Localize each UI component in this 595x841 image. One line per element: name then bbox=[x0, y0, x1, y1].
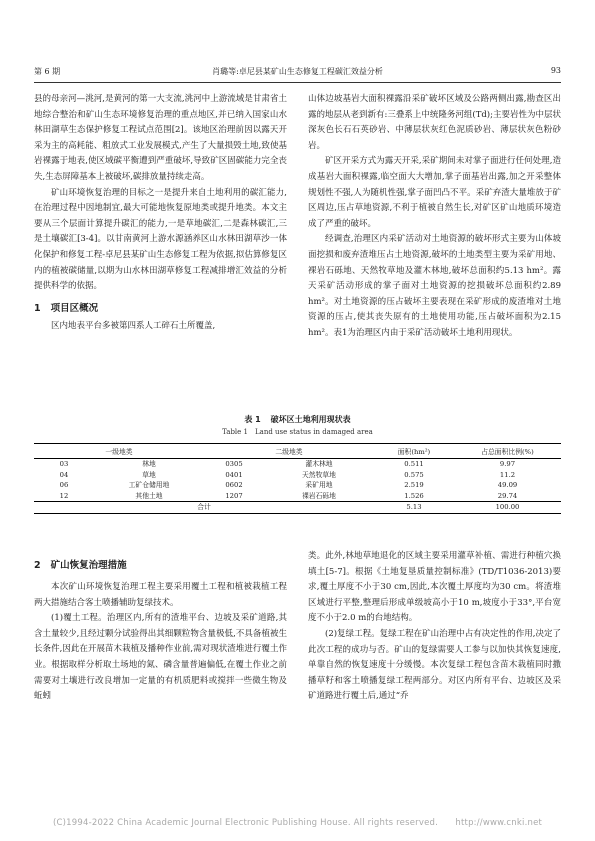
table-cell: 林地 bbox=[142, 460, 156, 468]
table-cell: 天然牧草地 bbox=[302, 470, 336, 479]
left-column-bottom bbox=[34, 556, 287, 705]
running-title: 肖璐等:卓尼县某矿山生态修复工程碳汇效益分析 bbox=[212, 67, 383, 76]
table-cell: 29.74 bbox=[497, 491, 518, 500]
table-cell: 裸岩石砾地 bbox=[302, 491, 336, 500]
table-cell: 49.09 bbox=[497, 481, 518, 490]
body-paragraph: 经调查,治理区内采矿活动对土地资源的破坏形式主要为山体坡面挖损和废弃渣堆压占土地资源,破坏的土地类型主要为采矿用地、裸岩石砾地、天然牧草地及灌木林地,破坏总面积约5.13 hm²。露天采矿活动形成的掌子面对土地资源的挖损破坏总面积约2.89 hm²。对土地资源的压占破坏主要表现在采矿形成的废渣堆对土地资源的压占,使其丧失原有的土地使用功能,压占破坏面积为2.15 hm²。表1为治理区内由于采矿活动破坏土地利用现状。 bbox=[308, 234, 561, 338]
table-cell: 0305 bbox=[225, 460, 243, 468]
table-cell: 0.575 bbox=[404, 470, 424, 479]
table-cell: 1.526 bbox=[404, 491, 424, 500]
section-number: 2 bbox=[34, 560, 41, 571]
table-cell: 0.511 bbox=[404, 460, 424, 468]
table-caption bbox=[34, 414, 561, 425]
body-paragraph: 矿区开采方式为露天开采,采矿期间未对掌子面进行任何处理,造成基岩大面积裸露,临空面大大增加,掌子面基岩出露,加之开采整体规划性不强,人为随机性强,掌子面凹凸不平。采矿弃渣大量堆放于矿区周边,压占草地资源,不利于植被自然生长,对矿区矿山地质环境造成了严重的破坏。 bbox=[308, 156, 561, 229]
page-number: 93 bbox=[550, 66, 561, 75]
table-cell: 11.2 bbox=[499, 470, 516, 479]
table-title: 破坏区土地利用现状表 bbox=[270, 415, 351, 424]
table-cell: 03 bbox=[59, 460, 69, 468]
copyright-footer: (C)1994-2022 China Academic Journal Electronic Publishing House. All rights reserved. http://www.cnki.net bbox=[52, 818, 543, 828]
body-paragraph: 类。此外,林地草地退化的区域主要采用灌草补植、需进行种植穴换填土[5-7]。根据《土地复垦质量控制标准》(TD/T1036-2013)要求,覆土厚度不小于30 cm,因此,本次覆土厚度均为30 cm。将渣堆区域进行平整,整理后形成单级坡高小于10 m,坡度小于33°,平台宽度不小于2.0 m的台地结构。 bbox=[308, 551, 561, 624]
table-row bbox=[34, 459, 561, 470]
section-heading-1 bbox=[34, 299, 287, 319]
table-cell: 1207 bbox=[225, 491, 243, 500]
table-cell: 其他土地 bbox=[135, 491, 163, 500]
right-column-top bbox=[308, 92, 561, 342]
section-title: 矿山恢复治理措施 bbox=[50, 560, 127, 571]
running-header bbox=[34, 66, 561, 80]
table-cell: 2.519 bbox=[404, 481, 424, 490]
left-column-top bbox=[34, 92, 287, 334]
header-cell: 面积(hm²) bbox=[374, 444, 454, 459]
table-number: 表 1 bbox=[244, 415, 261, 424]
total-area: 5.13 bbox=[374, 502, 454, 514]
body-paragraph: 矿山环境恢复治理的目标之一是提升来自土地利用的碳汇能力,在治理过程中因地制宜,最大可能地恢复原地类或提升地类。本文主要从三个层面计算提升碳汇的能力,一是草地碳汇,二是森林碳汇,三是土壤碳汇[3-4]。以甘南黄河上游水源涵养区山水林田湖草沙一体化保护和修复工程-卓尼县某矿山生态修复工程为依据,拟估算修复区内的植被碳储量,以期为山水林田湖草修复工程减排增汇效益的分析提供科学的依据。 bbox=[34, 187, 287, 292]
header-cell: 二级地类 bbox=[204, 444, 374, 459]
table-cell: 工矿仓储用地 bbox=[128, 481, 170, 490]
table-cell: 04 bbox=[59, 470, 69, 479]
section-heading-2 bbox=[34, 556, 287, 576]
body-paragraph: (2)复绿工程。复绿工程在矿山治理中占有决定性的作用,决定了此次工程的成功与否。矿山的复绿需要人工参与以加快其恢复速度,单靠自然的恢复速度十分缓慢。本次复绿工程包含苗木栽植同时撒播草籽和客土喷播复绿工程两部分。对区内所有平台、边坡区及采矿道路进行覆土后,通过“乔 bbox=[308, 628, 561, 702]
table-row bbox=[34, 470, 561, 481]
right-column-bottom bbox=[308, 549, 561, 705]
table-cell: 0401 bbox=[225, 470, 243, 479]
section-title: 项目区概况 bbox=[50, 302, 99, 314]
table-cell: 9.97 bbox=[499, 460, 516, 468]
table-total-row bbox=[34, 502, 561, 514]
table-row bbox=[34, 491, 561, 502]
body-paragraph: 本次矿山环境恢复治理工程主要采用覆土工程和植被栽植工程两大措施结合客土喷播辅助复绿技术。 bbox=[34, 582, 287, 608]
body-paragraph: 山体边坡基岩大面积裸露沿采矿破坏区域及公路两侧出露,勘查区出露的地层从老到新有:三叠系上中统隆务河组(Td);主要岩性为中层状深灰色长石石英砂岩、中薄层状灰红色泥质砂岩、薄层状灰色粉砂岩。 bbox=[308, 94, 561, 151]
table-cell: 12 bbox=[59, 491, 69, 500]
table-caption-en: Table 1 Land use status in damaged area bbox=[222, 428, 373, 436]
table-cell: 0602 bbox=[225, 481, 243, 490]
total-percent: 100.00 bbox=[454, 502, 561, 514]
table-cell: 采矿用地 bbox=[305, 481, 333, 490]
table-cell: 草地 bbox=[142, 470, 156, 479]
body-paragraph: (1)覆土工程。治理区内,所有的渣堆平台、边坡及采矿道路,其含土量较少,且经过颗分试验得出其细颗粒物含量极低,不具备植被生长条件,因此在开展苗木栽植及播种作业前,需对现状渣堆进行覆土作业。根据取样分析取土场地的氮、磷含量普遍偏低,在覆土作业之前需要对土壤进行改良增加一定量的有机质肥料或搅拌一些微生物及蚯蚓 bbox=[34, 613, 287, 702]
land-use-table bbox=[34, 443, 561, 514]
table-header-row bbox=[34, 444, 561, 459]
header-rule bbox=[34, 82, 561, 83]
body-paragraph: 县的母亲河—洮河,是黄河的第一大支流,洮河中上游流域是甘肃省土地综合整治和矿山生态环境修复治理的重点地区,并已纳入国家山水林田湖草生态保护修复工程试点范围[2]。该地区治理前因以露天开采为主的高耗能、粗放式工业发展模式,产生了大量损毁土地,致使基岩裸露于地表,使区域碳平衡遭到严重破坏,导致矿区固碳能力完全丧失,生态屏障基本上被破坏,碳排放量持续走高。 bbox=[34, 94, 287, 182]
table-row bbox=[34, 480, 561, 491]
table-cell: 06 bbox=[59, 481, 69, 490]
header-cell: 占总面积比例(%) bbox=[454, 444, 561, 459]
section-number: 1 bbox=[34, 302, 41, 314]
header-cell: 一级地类 bbox=[34, 444, 204, 459]
issue-number: 第 6 期 bbox=[34, 67, 61, 76]
total-label: 合计 bbox=[34, 502, 374, 514]
table-cell: 灌木林地 bbox=[305, 460, 333, 468]
body-paragraph: 区内地表平台多被第四系人工碎石土所覆盖, bbox=[51, 320, 216, 331]
